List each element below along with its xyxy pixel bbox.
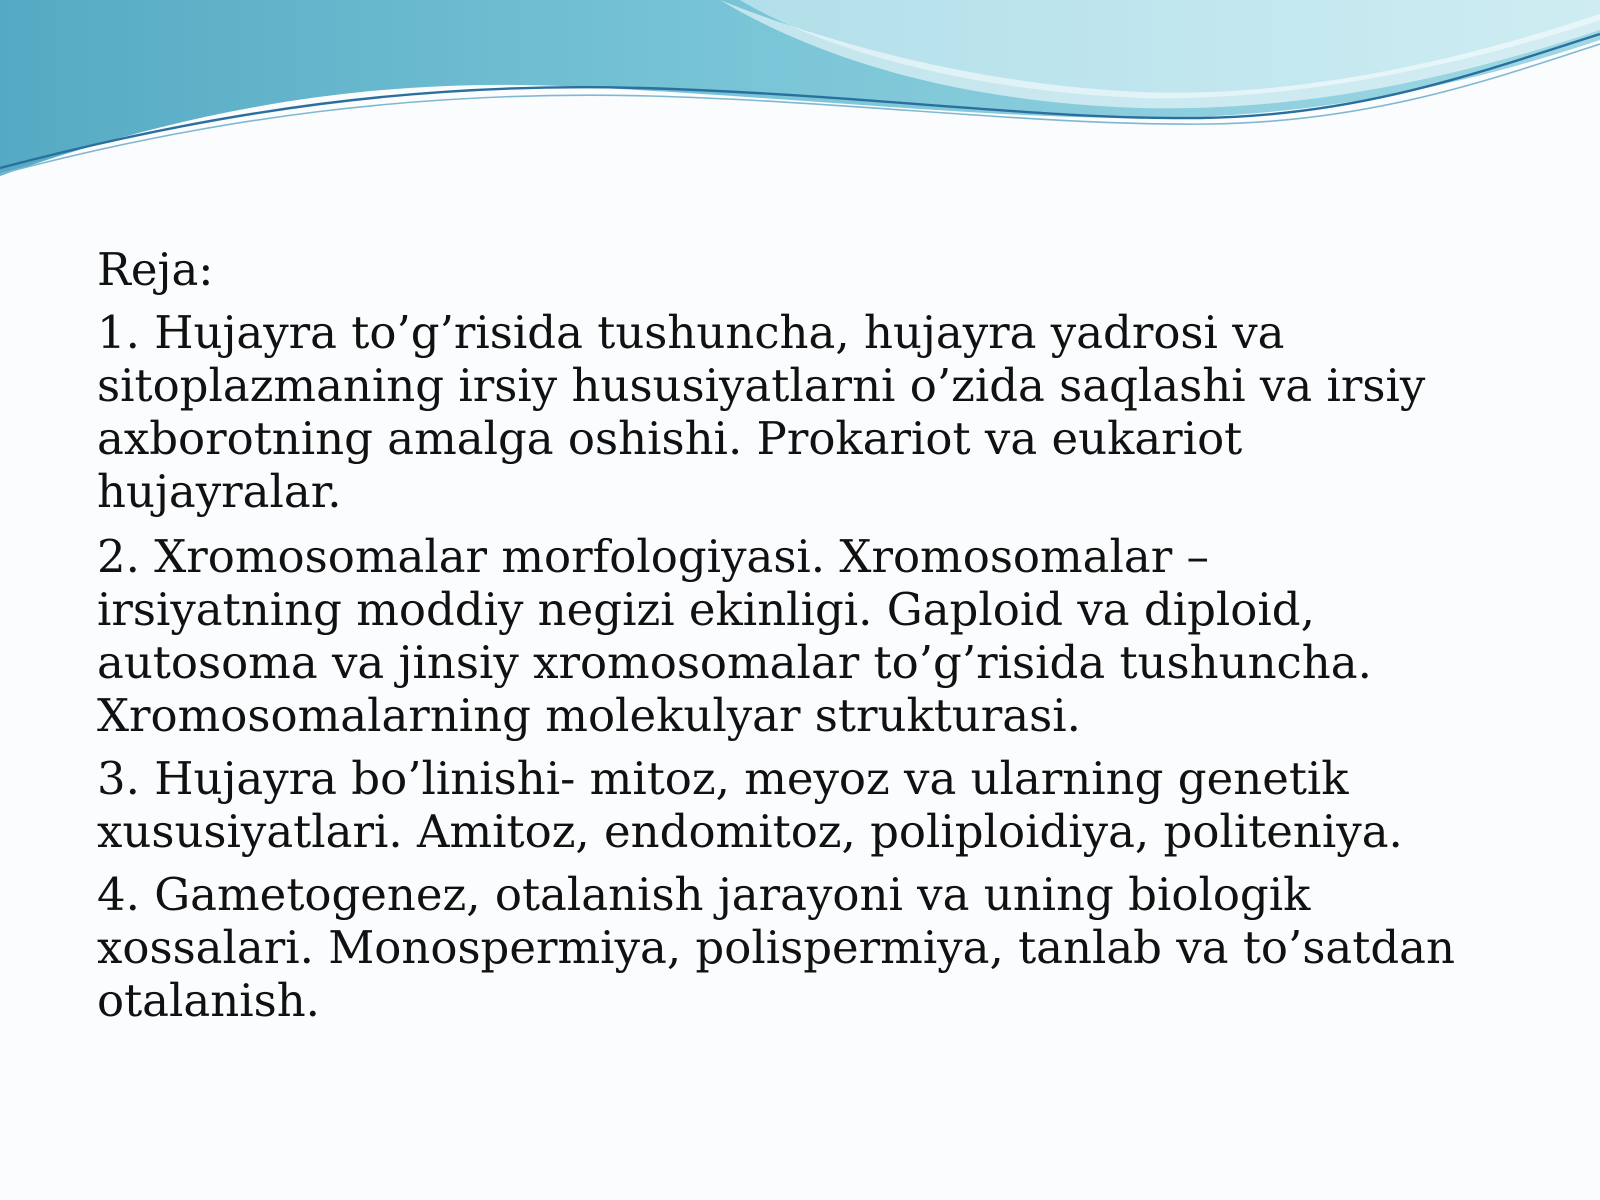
plan-item-3-line-1: 3. Hujayra bo’linishi- mitoz, meyoz va ularning genetik [97, 752, 1349, 805]
slide-content [97, 244, 1567, 1037]
plan-item-1-line-2: sitoplazmaning irsiy hususiyatlarni o’zida saqlashi va irsiy [97, 359, 1426, 412]
plan-item-4-line-2: xossalari. Monospermiya, polispermiya, tanlab va to’satdan [97, 921, 1455, 974]
plan-item-1-line-3: axborotning amalga oshishi. Prokariot va eukariot [97, 412, 1243, 465]
slide-title: Reja: [97, 243, 214, 296]
plan-item-4 [97, 868, 1567, 1027]
plan-item-2 [97, 530, 1567, 742]
plan-item-2-line-2: irsiyatning moddiy negizi ekinligi. Gaploid va diploid, [97, 583, 1315, 636]
plan-item-3-line-2: xususiyatlari. Amitoz, endomitoz, poliploidiya, politeniya. [97, 805, 1403, 858]
plan-item-2-line-3: autosoma va jinsiy xromosomalar to’g’risida tushuncha. [97, 636, 1372, 689]
plan-item-4-line-3: otalanish. [97, 974, 320, 1027]
plan-item-2-line-1: 2. Xromosomalar morfologiyasi. Xromosomalar – [97, 530, 1210, 583]
plan-list [97, 306, 1567, 1027]
plan-item-2-line-4: Xromosomalarning molekulyar strukturasi. [97, 689, 1081, 742]
plan-item-1-line-4: hujayralar. [97, 465, 342, 518]
plan-item-1-line-1: 1. Hujayra to’g’risida tushuncha, hujayra yadrosi va [97, 306, 1285, 359]
plan-item-3 [97, 752, 1567, 858]
plan-item-4-line-1: 4. Gametogenez, otalanish jarayoni va uning biologik [97, 868, 1311, 921]
wave-header-decoration [0, 0, 1600, 200]
plan-item-1 [97, 306, 1567, 518]
